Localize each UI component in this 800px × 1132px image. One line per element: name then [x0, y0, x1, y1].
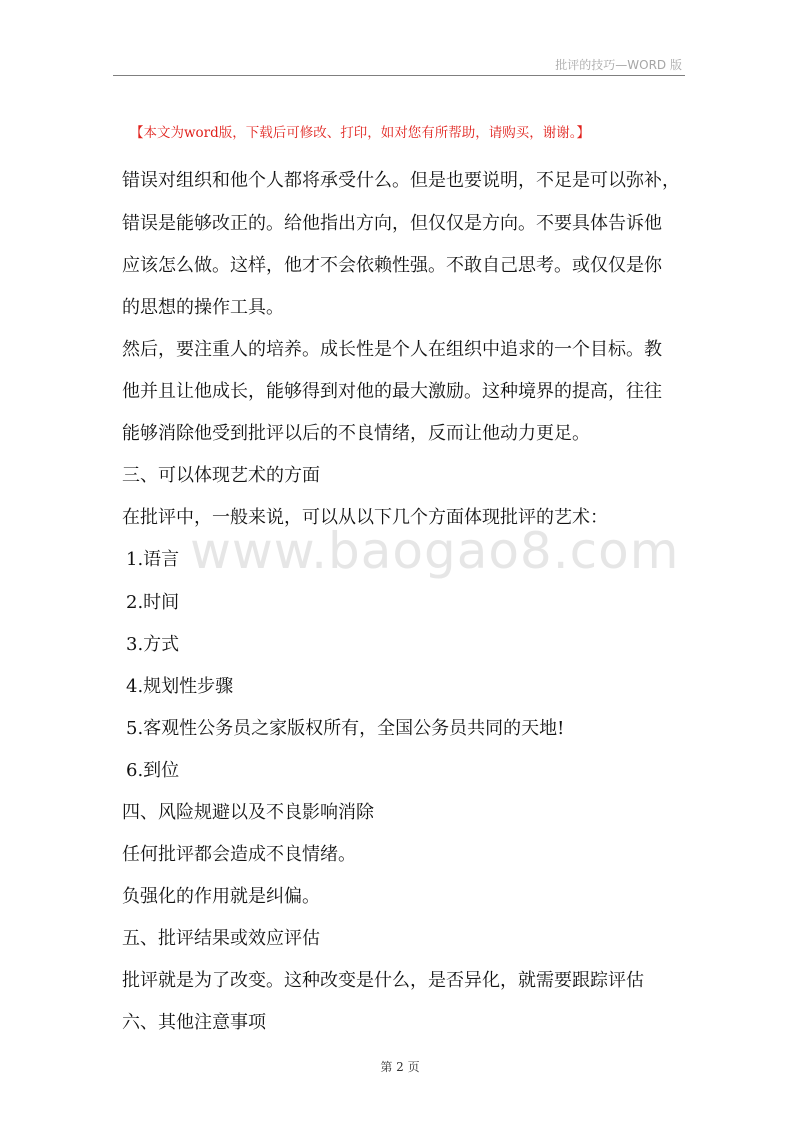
- list-item: 1.语言: [126, 549, 180, 570]
- purchase-notice: 【本文为word版，下载后可修改、打印，如对您有所帮助，请购买，谢谢。】: [130, 125, 591, 141]
- list-item: 2.时间: [126, 592, 180, 613]
- section-heading: 六、其他注意事项: [122, 1012, 266, 1033]
- list-item: 4.规划性步骤: [126, 676, 234, 697]
- body-line: 错误对组织和他个人都将承受什么。但是也要说明，不足是可以弥补，: [122, 170, 680, 191]
- section-heading: 三、可以体现艺术的方面: [122, 465, 320, 486]
- section-heading: 五、批评结果或效应评估: [122, 928, 320, 949]
- watermark: www.baogao8.com: [190, 522, 680, 580]
- list-item: 5.客观性公务员之家版权所有，全国公务员共同的天地!: [126, 718, 565, 739]
- body-line: 批评就是为了改变。这种改变是什么，是否异化，就需要跟踪评估: [122, 970, 644, 991]
- list-item: 3.方式: [126, 634, 180, 655]
- header-title: 批评的技巧—WORD 版: [555, 58, 682, 72]
- body-line: 能够消除他受到批评以后的不良情绪，反而让他动力更足。: [122, 423, 590, 444]
- section-heading: 四、风险规避以及不良影响消除: [122, 802, 374, 823]
- list-item: 6.到位: [126, 760, 180, 781]
- body-line: 错误是能够改正的。给他指出方向，但仅仅是方向。不要具体告诉他: [122, 213, 662, 234]
- body-line: 应该怎么做。这样，他才不会依赖性强。不敢自己思考。或仅仅是你: [122, 255, 662, 276]
- page-number: 第 2 页: [380, 1060, 420, 1074]
- body-line: 任何批评都会造成不良情绪。: [122, 844, 356, 865]
- body-line: 的思想的操作工具。: [122, 297, 284, 318]
- body-line: 负强化的作用就是纠偏。: [122, 886, 320, 907]
- body-line: 他并且让他成长，能够得到对他的最大激励。这种境界的提高，往往: [122, 381, 662, 402]
- body-line: 然后，要注重人的培养。成长性是个人在组织中追求的一个目标。教: [122, 339, 662, 360]
- body-line: 在批评中，一般来说，可以从以下几个方面体现批评的艺术：: [122, 507, 608, 528]
